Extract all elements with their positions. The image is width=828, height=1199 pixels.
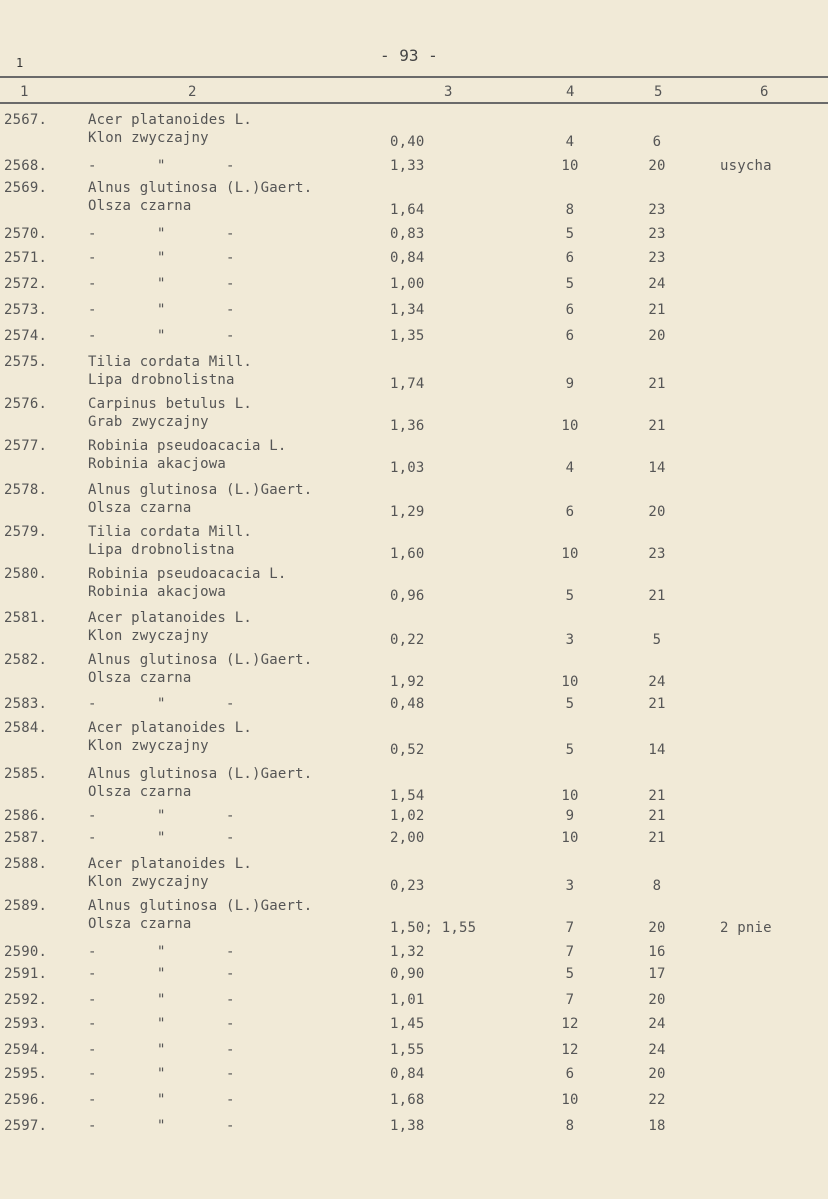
column-5-value: 6 (652, 134, 662, 150)
species-latin: - " - (88, 158, 235, 174)
species-polish: Lipa drobnolistna (88, 542, 235, 558)
species-latin: - " - (88, 276, 235, 292)
diameter-value: 1,60 (390, 546, 425, 562)
column-5-value: 21 (648, 302, 666, 318)
species-polish: Olsza czarna (88, 500, 192, 516)
species-latin: Alnus glutinosa (L.)Gaert. (88, 180, 313, 196)
species-latin: Acer platanoides L. (88, 856, 252, 872)
column-4-value: 5 (565, 226, 575, 242)
row-number: 2568. (4, 158, 48, 174)
species-polish: Olsza czarna (88, 784, 192, 800)
column-4-value: 12 (561, 1042, 579, 1058)
species-latin: Carpinus betulus L. (88, 396, 252, 412)
column-header-2: 2 (188, 84, 197, 100)
row-number: 2587. (4, 830, 48, 846)
diameter-value: 1,02 (390, 808, 425, 824)
species-latin: Alnus glutinosa (L.)Gaert. (88, 898, 313, 914)
column-4-value: 5 (565, 276, 575, 292)
diameter-value: 1,50; 1,55 (390, 920, 477, 936)
column-4-value: 8 (565, 1118, 575, 1134)
column-5-value: 21 (648, 588, 666, 604)
species-latin: - " - (88, 944, 235, 960)
species-latin: Alnus glutinosa (L.)Gaert. (88, 482, 313, 498)
row-number: 2593. (4, 1016, 48, 1032)
species-latin: Robinia pseudoacacia L. (88, 438, 287, 454)
column-5-value: 21 (648, 808, 666, 824)
diameter-value: 1,45 (390, 1016, 425, 1032)
column-4-value: 6 (565, 302, 575, 318)
species-polish: Robinia akacjowa (88, 584, 227, 600)
row-number: 2576. (4, 396, 48, 412)
row-number: 2597. (4, 1118, 48, 1134)
column-4-value: 4 (565, 460, 575, 476)
diameter-value: 1,64 (390, 202, 425, 218)
column-4-value: 6 (565, 1066, 575, 1082)
column-4-value: 6 (565, 250, 575, 266)
column-5-value: 21 (648, 376, 666, 392)
remark: 2 pnie (720, 920, 772, 936)
column-4-value: 7 (565, 992, 575, 1008)
column-5-value: 21 (648, 418, 666, 434)
species-polish: Klon zwyczajny (88, 738, 209, 754)
row-number: 2594. (4, 1042, 48, 1058)
diameter-value: 0,90 (390, 966, 425, 982)
diameter-value: 1,00 (390, 276, 425, 292)
species-polish: Robinia akacjowa (88, 456, 227, 472)
row-number: 2578. (4, 482, 48, 498)
species-latin: - " - (88, 1118, 235, 1134)
diameter-value: 0,23 (390, 878, 425, 894)
row-number: 2596. (4, 1092, 48, 1108)
species-polish: Olsza czarna (88, 670, 192, 686)
column-5-value: 16 (648, 944, 666, 960)
row-number: 2584. (4, 720, 48, 736)
column-4-value: 9 (565, 376, 575, 392)
column-4-value: 5 (565, 588, 575, 604)
row-number: 2580. (4, 566, 48, 582)
column-5-value: 23 (648, 202, 666, 218)
column-4-value: 10 (561, 830, 579, 846)
top-rule (0, 76, 828, 78)
species-latin: Alnus glutinosa (L.)Gaert. (88, 766, 313, 782)
diameter-value: 0,84 (390, 1066, 425, 1082)
row-number: 2572. (4, 276, 48, 292)
diameter-value: 0,83 (390, 226, 425, 242)
column-5-value: 24 (648, 1016, 666, 1032)
diameter-value: 0,96 (390, 588, 425, 604)
species-polish: Klon zwyczajny (88, 628, 209, 644)
page-number: - 93 - (380, 46, 438, 65)
species-latin: - " - (88, 328, 235, 344)
row-number: 2586. (4, 808, 48, 824)
diameter-value: 1,55 (390, 1042, 425, 1058)
species-latin: Alnus glutinosa (L.)Gaert. (88, 652, 313, 668)
species-polish: Klon zwyczajny (88, 874, 209, 890)
column-4-value: 6 (565, 504, 575, 520)
row-number: 2570. (4, 226, 48, 242)
row-number: 2574. (4, 328, 48, 344)
column-4-value: 4 (565, 134, 575, 150)
diameter-value: 0,40 (390, 134, 425, 150)
column-5-value: 24 (648, 674, 666, 690)
species-latin: Tilia cordata Mill. (88, 524, 252, 540)
row-number: 2571. (4, 250, 48, 266)
column-4-value: 5 (565, 742, 575, 758)
row-number: 2577. (4, 438, 48, 454)
column-header-1: 1 (20, 84, 29, 100)
species-latin: - " - (88, 696, 235, 712)
species-latin: - " - (88, 1016, 235, 1032)
diameter-value: 1,36 (390, 418, 425, 434)
remark: usycha (720, 158, 772, 174)
row-number: 2591. (4, 966, 48, 982)
row-number: 2588. (4, 856, 48, 872)
species-polish: Klon zwyczajny (88, 130, 209, 146)
row-number: 2575. (4, 354, 48, 370)
row-number: 2589. (4, 898, 48, 914)
column-5-value: 14 (648, 742, 666, 758)
column-5-value: 20 (648, 158, 666, 174)
diameter-value: 1,32 (390, 944, 425, 960)
species-latin: - " - (88, 250, 235, 266)
column-header-6: 6 (760, 84, 769, 100)
species-latin: - " - (88, 302, 235, 318)
column-5-value: 14 (648, 460, 666, 476)
column-4-value: 5 (565, 696, 575, 712)
column-5-value: 20 (648, 328, 666, 344)
column-5-value: 20 (648, 992, 666, 1008)
column-5-value: 23 (648, 546, 666, 562)
column-4-value: 3 (565, 632, 575, 648)
diameter-value: 1,29 (390, 504, 425, 520)
species-latin: - " - (88, 1042, 235, 1058)
column-5-value: 20 (648, 920, 666, 936)
species-latin: - " - (88, 1066, 235, 1082)
diameter-value: 2,00 (390, 830, 425, 846)
column-4-value: 8 (565, 202, 575, 218)
row-number: 2583. (4, 696, 48, 712)
row-number: 2595. (4, 1066, 48, 1082)
column-5-value: 18 (648, 1118, 666, 1134)
column-5-value: 17 (648, 966, 666, 982)
column-header-5: 5 (654, 84, 663, 100)
column-5-value: 22 (648, 1092, 666, 1108)
species-latin: Acer platanoides L. (88, 610, 252, 626)
column-5-value: 20 (648, 504, 666, 520)
diameter-value: 1,74 (390, 376, 425, 392)
column-4-value: 10 (561, 158, 579, 174)
species-latin: Tilia cordata Mill. (88, 354, 252, 370)
row-number: 2567. (4, 112, 48, 128)
column-4-value: 5 (565, 966, 575, 982)
corner-mark: 1 (16, 56, 24, 70)
species-polish: Olsza czarna (88, 198, 192, 214)
column-5-value: 21 (648, 788, 666, 804)
species-latin: Acer platanoides L. (88, 112, 252, 128)
column-5-value: 23 (648, 226, 666, 242)
header-rule (0, 102, 828, 104)
column-header-3: 3 (444, 84, 453, 100)
column-5-value: 24 (648, 1042, 666, 1058)
column-5-value: 5 (652, 632, 662, 648)
diameter-value: 1,54 (390, 788, 425, 804)
column-5-value: 21 (648, 830, 666, 846)
species-latin: - " - (88, 808, 235, 824)
diameter-value: 0,22 (390, 632, 425, 648)
column-4-value: 12 (561, 1016, 579, 1032)
diameter-value: 1,38 (390, 1118, 425, 1134)
column-5-value: 23 (648, 250, 666, 266)
diameter-value: 1,92 (390, 674, 425, 690)
column-4-value: 10 (561, 788, 579, 804)
column-4-value: 10 (561, 546, 579, 562)
species-latin: - " - (88, 992, 235, 1008)
row-number: 2585. (4, 766, 48, 782)
diameter-value: 1,35 (390, 328, 425, 344)
diameter-value: 1,33 (390, 158, 425, 174)
species-latin: - " - (88, 226, 235, 242)
diameter-value: 1,01 (390, 992, 425, 1008)
species-latin: - " - (88, 966, 235, 982)
species-latin: Robinia pseudoacacia L. (88, 566, 287, 582)
diameter-value: 1,03 (390, 460, 425, 476)
row-number: 2569. (4, 180, 48, 196)
row-number: 2581. (4, 610, 48, 626)
column-5-value: 24 (648, 276, 666, 292)
column-4-value: 10 (561, 674, 579, 690)
column-5-value: 21 (648, 696, 666, 712)
row-number: 2573. (4, 302, 48, 318)
diameter-value: 1,34 (390, 302, 425, 318)
species-polish: Grab zwyczajny (88, 414, 209, 430)
row-number: 2592. (4, 992, 48, 1008)
column-4-value: 7 (565, 920, 575, 936)
species-polish: Lipa drobnolistna (88, 372, 235, 388)
column-4-value: 7 (565, 944, 575, 960)
diameter-value: 0,52 (390, 742, 425, 758)
diameter-value: 0,48 (390, 696, 425, 712)
column-4-value: 10 (561, 1092, 579, 1108)
species-latin: - " - (88, 1092, 235, 1108)
row-number: 2582. (4, 652, 48, 668)
column-4-value: 9 (565, 808, 575, 824)
column-4-value: 3 (565, 878, 575, 894)
column-5-value: 20 (648, 1066, 666, 1082)
diameter-value: 0,84 (390, 250, 425, 266)
row-number: 2590. (4, 944, 48, 960)
column-4-value: 10 (561, 418, 579, 434)
column-5-value: 8 (652, 878, 662, 894)
species-latin: - " - (88, 830, 235, 846)
species-latin: Acer platanoides L. (88, 720, 252, 736)
row-number: 2579. (4, 524, 48, 540)
diameter-value: 1,68 (390, 1092, 425, 1108)
species-polish: Olsza czarna (88, 916, 192, 932)
column-4-value: 6 (565, 328, 575, 344)
column-header-4: 4 (566, 84, 575, 100)
